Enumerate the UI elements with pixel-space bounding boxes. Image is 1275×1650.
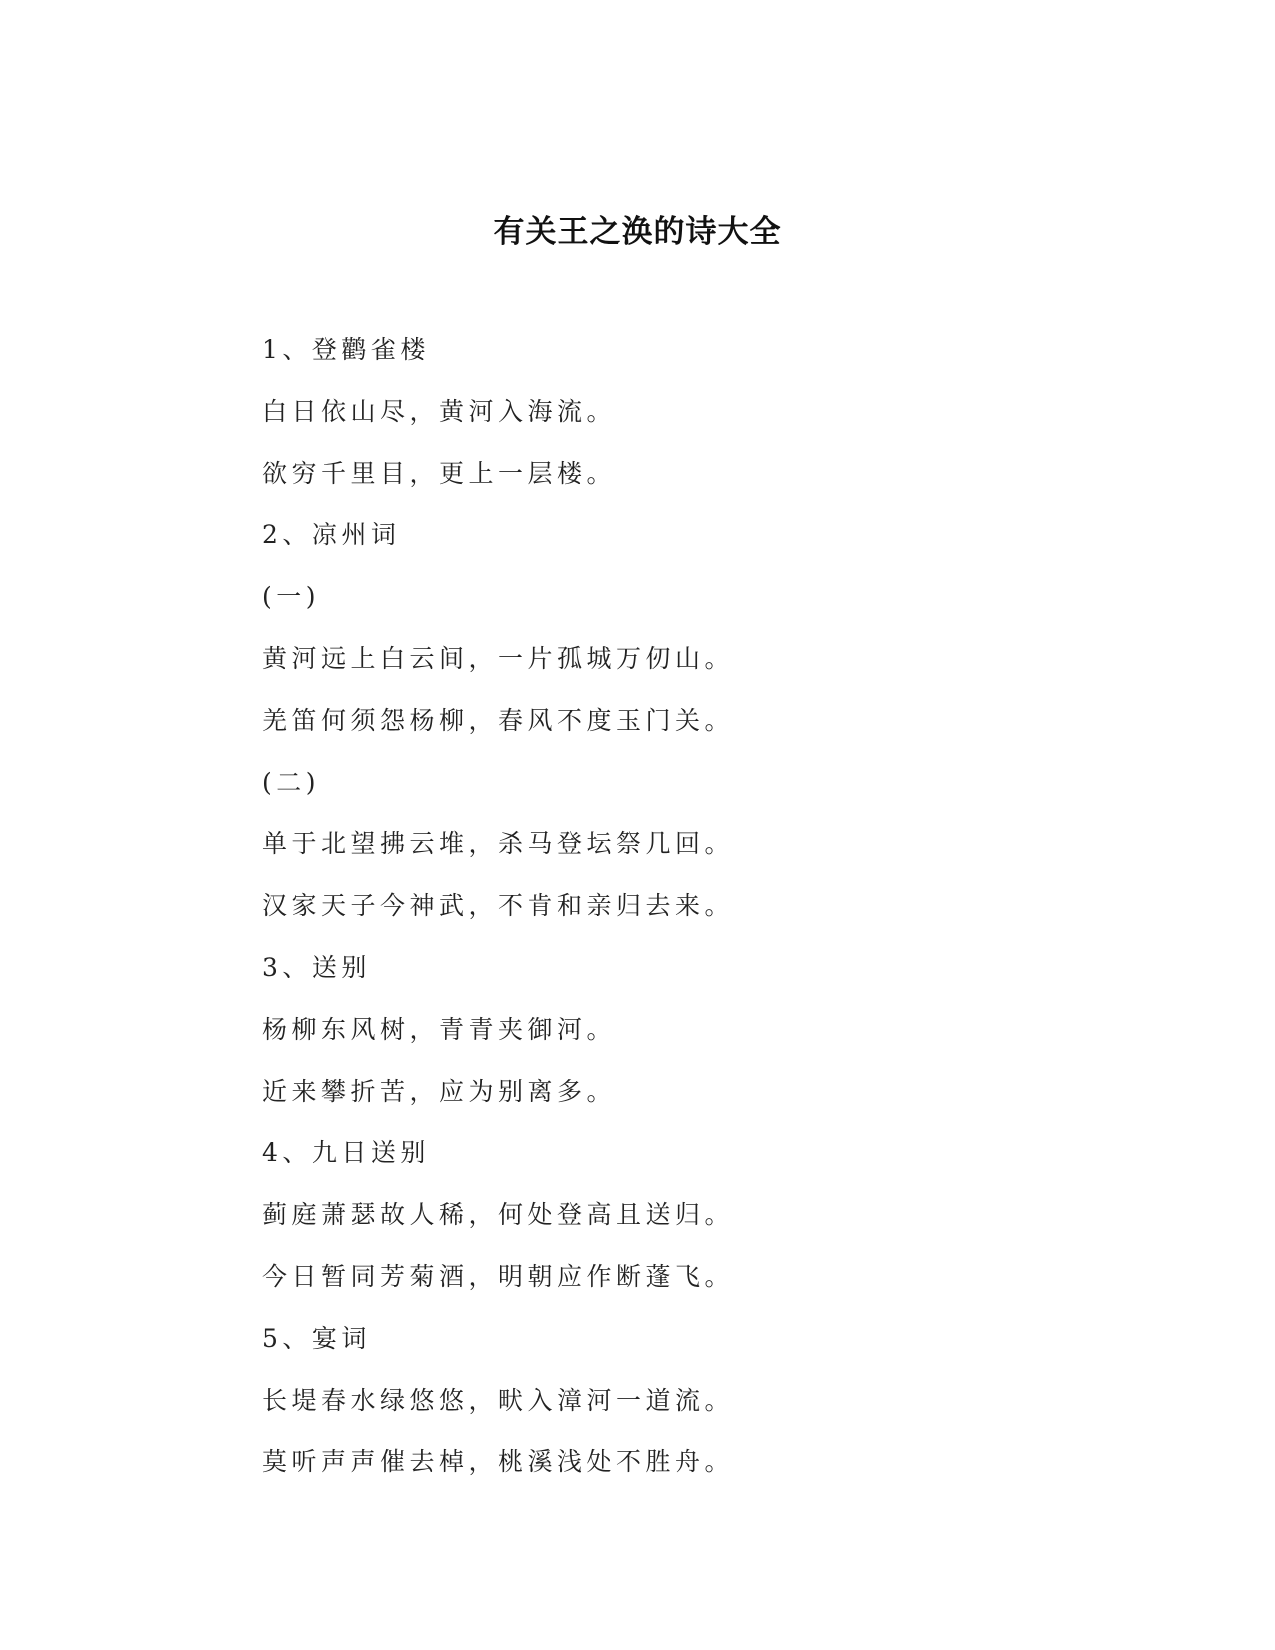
poem-line: 汉家天子今神武，不肯和亲归去来。 [262,891,735,921]
poem-heading-3: 3、送别 [262,952,371,982]
poem-line: 杨柳东风树，青青夹御河。 [262,1014,617,1044]
poem-heading-1: 1、登鹳雀楼 [262,335,430,364]
poem-line: 单于北望拂云堆，杀马登坛祭几回。 [262,829,735,859]
poem-list [262,330,734,1504]
poem-line: 长堤春水绿悠悠，畎入漳河一道流。 [262,1385,735,1415]
poem-line: 羌笛何须怨杨柳，春风不度玉门关。 [262,705,735,735]
poem-line: 近来攀折苦，应为别离多。 [262,1076,617,1106]
poem-subheading: (二) [262,767,321,797]
poem-line: 欲穷千里目，更上一层楼。 [262,458,617,488]
poem-subheading: (一) [262,582,321,612]
document-title: 有关王之涣的诗大全 [493,214,782,250]
poem-heading-2: 2、凉州词 [262,520,401,550]
poem-line: 白日依山尽，黄河入海流。 [262,396,617,426]
poem-heading-4: 4、九日送别 [262,1138,430,1168]
poem-line: 今日暂同芳菊酒，明朝应作断蓬飞。 [262,1261,735,1291]
poem-heading-5: 5、宴词 [262,1323,371,1353]
poem-line: 蓟庭萧瑟故人稀，何处登高且送归。 [262,1200,735,1230]
poem-line: 黄河远上白云间，一片孤城万仞山。 [262,643,735,673]
poem-line: 莫听声声催去棹，桃溪浅处不胜舟。 [262,1447,735,1477]
